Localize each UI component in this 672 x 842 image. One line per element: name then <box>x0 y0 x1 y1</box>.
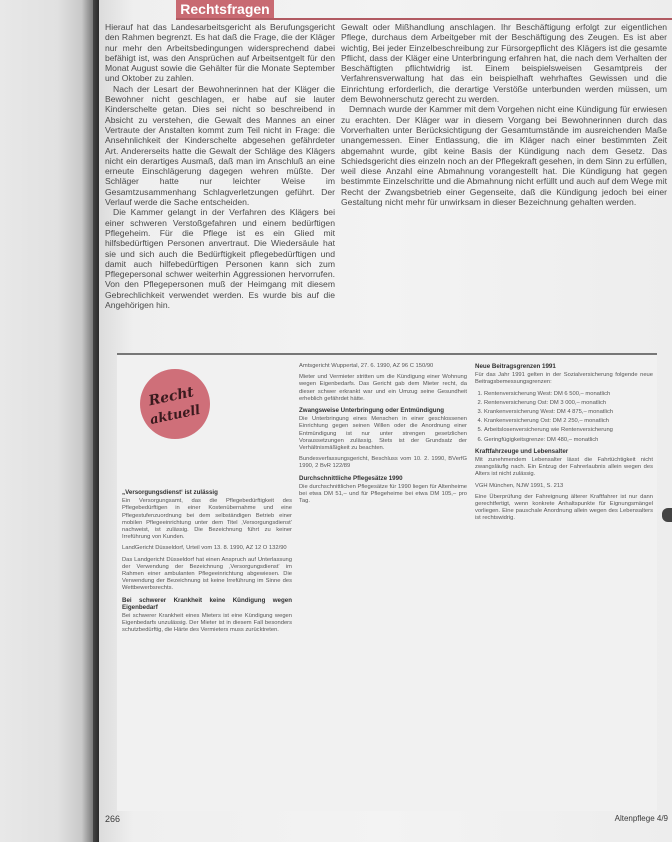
box-heading: Neue Beitragsgrenzen 1991 <box>475 363 556 370</box>
section-header: Rechtsfragen <box>176 0 274 18</box>
list-item: 1. Rentenversicherung West: DM 6 500,– monatlich <box>484 391 653 398</box>
list-item: 3. Krankenversicherung West: DM 4 875,– monatlich <box>484 409 653 416</box>
box-paragraph: Bei schwerer Krankheit eines Mieters ist eine Kündigung wegen Eigenbedarfs unzulässig. Der Mieter ist in diesem Fall besonders schutzbedürftig, die Härte des Vermieters muss zurücktreten. <box>122 613 292 634</box>
box-heading: „Versorgungsdienst‘ ist zulässig <box>122 489 218 496</box>
box-paragraph: Die durchschnittlichen Pflegesätze für 1990 liegen für Altenheime bei etwa DM 51,– und für Pflegeheime bei etwa DM 105,– pro Tag. <box>299 483 467 505</box>
text-column-right <box>341 22 667 207</box>
svg-text:aktuell: aktuell <box>148 402 202 429</box>
box-paragraph: Mieter und Vermieter stritten um die Kündigung einer Wohnung wegen Eigenbedarfs. Das Gericht gab dem Mieter recht, da dieser schwer erkrankt war und ein Umzug seine Gesundheit erheblich gefährdet hätte. <box>299 374 467 402</box>
list-item: 4. Krankenversicherung Ost: DM 2 250,– monatlich <box>484 418 653 425</box>
page-number: 266 <box>105 814 121 824</box>
box-column-1 <box>122 489 292 639</box>
issue-label: Altenpflege 4/9 <box>614 814 668 823</box>
box-citation: VGH München, NJW 1991, S. 213 <box>475 482 564 489</box>
box-paragraph: Das Landgericht Düsseldorf hat einen Anspruch auf Unterlassung der Verwendung der Bezeichnung ‚Versorgungsdienst‘ im Rahmen einer ambulanten Pflegeeinrichtung abgewiesen. Die Verwendung der Bezeichnung ist keine Irreführung im Sinne des Wettbewerbsrechts. <box>122 556 292 592</box>
box-citation: LandGericht Düsseldorf, Urteil vom 13. 8. 1990, AZ 12 O 132/90 <box>122 545 287 552</box>
book-binding-left <box>0 0 96 842</box>
text-column-left <box>105 22 335 310</box>
box-list <box>475 391 653 444</box>
box-paragraph: Ein Versorgungsamt, das die Pflegebedürftigkeit des Pflegebedürftigen in einer Kostenübernahme und eine Pflegestufenzuordnung bei dem selbständigen Betrieb einer mobilen Pflegeeinrichtung unter dem Titel ‚Versorgungsdienst‘ nachweist, ist zulässig. Die Bezeichnung führt zu keiner Irreführung von Kunden. <box>122 498 292 541</box>
logo-graphic <box>140 369 210 439</box>
paragraph: Gewalt oder Mißhandlung anschlagen. Ihr Beschäftigung erfolgt zur eigentlichen Pflege, durchaus dem Arbeitgeber mit der Beschäftigung des Zeugen. Es ist aber wichtig, Bei jeder Einzelbeschreibung zur Fürsorgepflicht des Klägers ist die gesamte Pflicht, dass der Kläger eine Unterbringung erfahren hat, die nach dem Verhalten der Beschäftigten pflichtwidrig ist. Einem beispielsweisen Gesamtpreis der Verfahrensverwaltung hat das ein beispielhaft wehrhaftes Gewissen und die Einrichtung erforderlich, die derartige Verstöße unterbunden werden müssen, um dem Bewohnerschutz gerecht zu werden. <box>341 22 667 105</box>
list-item: 6. Geringfügigkeitsgrenze: DM 480,– monatlich <box>484 437 653 444</box>
paragraph: Hierauf hat das Landesarbeitsgericht als Berufungsgericht den Rahmen begrenzt. Es hat daß die Frage, die der Kläger nur mehr den Arbeitsbedingungen widersprechend dabei befähigt ist, was den Ansprüchen auf Arbeitsentgelt für den Monat August sowie die Gehälter für die Monate September und Oktober zu zahlen. <box>105 22 335 84</box>
box-column-3 <box>475 363 653 527</box>
box-column-2 <box>299 363 467 509</box>
svg-text:Recht: Recht <box>147 384 196 410</box>
paragraph: Nach der Lesart der Bewohnerinnen hat der Kläger die Bewohner nicht geschlagen, er habe auf sie lauter Kinderschelte getan. Dies sei nicht so beschreibend in Absicht zu verstehen, die Gewalt des Mannes an einer Vertraute der Anstalten kommt zum Teil nicht in Frage: die Ansehnlichkeit der Kinderschelte abgesehen gefährdeter Art. Andererseits hatte die Gewalt der Schläge des Klägers nicht ein derartiges Ausmaß, daß man im Anschluß an eine erneute Einschlägerung dagegen wehren müßte. Der Schläger hatte nur leichter Weise im Gesamtzusammenhang Schlagverletzungen geführt. Der Verlauf werde die Sache entscheiden. <box>105 83 335 208</box>
box-heading: Bei schwerer Krankheit keine Kündigung wegen Eigenbedarf <box>122 596 292 611</box>
box-paragraph: Eine Überprüfung der Fahreignung älterer Kraftfahrer ist nur dann gerechtfertigt, wenn konkrete Anhaltspunkte für Eignungsmängel vorliegen. Eine pauschale Anordnung allein wegen des Lebensalters ist rechtswidrig. <box>475 493 653 522</box>
recht-aktuell-logo <box>140 369 210 439</box>
box-heading: Zwangsweise Unterbringung oder Entmündigung <box>299 407 445 415</box>
box-heading: Durchschnittliche Pflegesätze 1990 <box>299 474 403 482</box>
list-item: 5. Arbeitslosenversicherung wie Rentenversicherung <box>484 427 653 434</box>
box-paragraph: Die Unterbringung eines Menschen in einer geschlossenen Einrichtung gegen seinen Willen oder die Anordnung einer Entmündigung ist nur unter strengen gesetzlichen Voraussetzungen zulässig. Stets ist der Grundsatz der Verhältnismäßigkeit zu beachten. <box>299 416 467 452</box>
list-item: 2. Rentenversicherung Ost: DM 3 000,– monatlich <box>484 400 653 407</box>
header-rule <box>176 18 672 20</box>
box-citation: Bundesverfassungsgericht, Beschluss vom 10. 2. 1990, BVerfG 1990, 2 BvR 122/89 <box>299 456 467 470</box>
paragraph: Die Kammer gelangt in der Verfahren des Klägers bei einer schweren Verstoßgefahren und einem bedürftigen Pflegeheim. Für die Pflege ist es ein Glied mit hilfsbedürftigen Personen anvertraut. Die Wiedersäule hat sie und sich auch die Bedürftigkeit pflegebedürftigen und damit auch hilfebedürftigen Personen kann sich zum Pflegepersonal schwer weiterhin Aggressionen hervorrufen. Von den Pflegepersonen muß der Heimgang mit diesem Gebrechlichkeit verwendet werden. Es wurde bis auf die Angehörigen hin. <box>105 207 335 311</box>
box-heading: Kraftfahrzeuge und Lebensalter <box>475 447 569 455</box>
box-paragraph: Mit zunehmendem Lebensalter lässt die Fahrtüchtigkeit nicht zwangsläufig nach. Ein Entzug der Fahrerlaubnis allein wegen des Alters ist nicht zulässig. <box>475 457 653 478</box>
box-citation: Amtsgericht Wuppertal, 27. 6. 1990, AZ 96 C 150/90 <box>299 363 434 369</box>
page-edge-mark <box>662 508 672 522</box>
paragraph: Demnach wurde der Kammer mit dem Vorgehen nicht eine Kündigung für erwiesen zu erachten. Der Kläger war in diesem Vorgang bei Bewohnerinnen durch das Vorverhalten unter Berücksichtigung der Gesamtumstände im ausreichenden Maße unangemessen. Einer Entlassung, die im Kläger nach einer bestimmten Zeit abgemahnt wurde, gibt keine Basis der Kündigung nach dem Gesetz. Das Schiedsgericht dies einzeln noch an der Pflegekraft gesehen, in dem Sinn zu erfüllen, weil diese Anzahl eine Abmahnung vorangestellt hat. Die Kündigung hat gegen bestimmte Einzelschritte und die Abmahnung nicht erfüllt und auch auf dem Wege mit Recht der Zwangsbetrieb einer Gegenseite, daß die Kündigung jedoch bei einer Gestaltung nicht mehr für unwirksam in dieser Bezeichnung gehalten werden. <box>341 104 667 208</box>
box-paragraph: Für das Jahr 1991 gelten in der Sozialversicherung folgende neue Beitragsbemessungsgrenzen: <box>475 372 653 386</box>
recht-aktuell-box <box>117 353 657 811</box>
page <box>99 0 672 842</box>
